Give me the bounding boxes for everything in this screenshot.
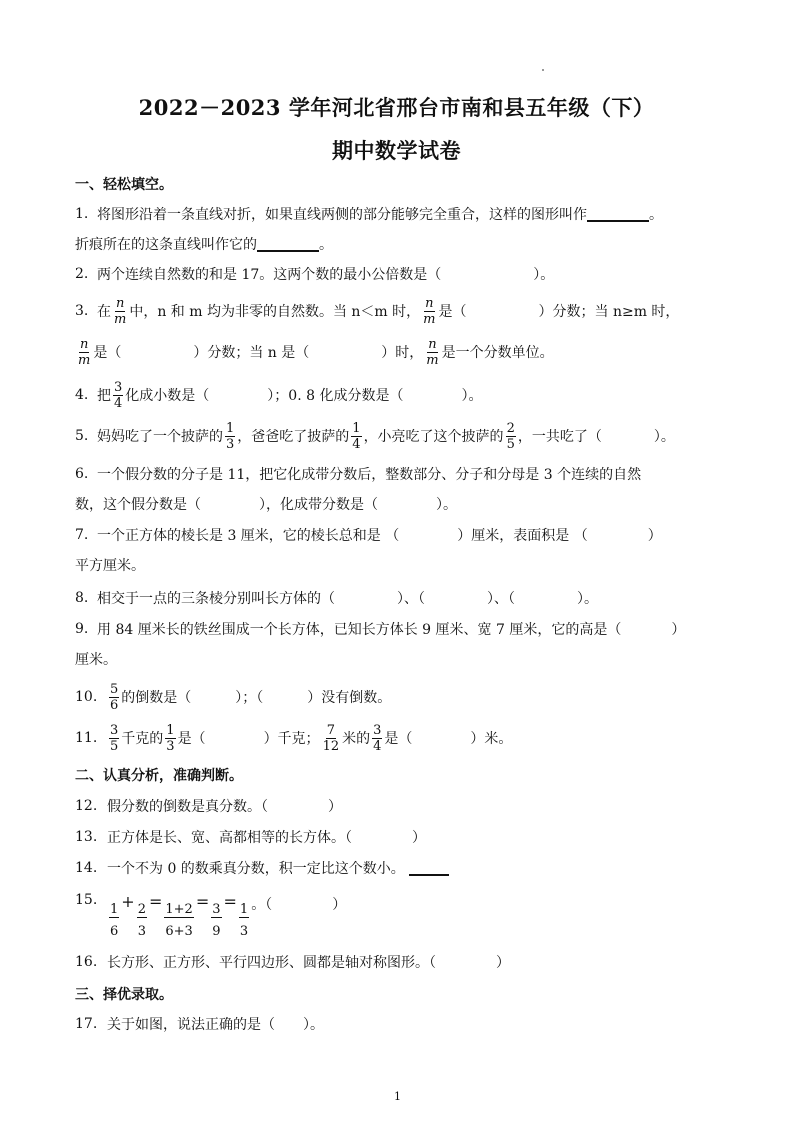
answer-blank[interactable] [409,860,449,876]
question-1 [75,203,663,225]
fraction-n-over-m: $\frac{n}{m}$ [426,336,439,368]
question-text: 是（ [177,731,206,747]
section-2-heading: 二、认真分析，准确判断。 [75,768,243,784]
question-text: 。 [319,237,333,253]
question-7 [75,524,662,546]
question-text: ）没有倒数。 [307,690,392,706]
question-text: ）。 [533,267,555,283]
fraction-n-over-m: $\frac{n}{m}$ [423,295,436,327]
question-number: 14. [75,860,98,876]
question-number: 15. [75,892,98,908]
fraction: $\frac{3}{9}$ [212,902,221,939]
equals-sign: = [195,892,210,911]
decorative-dot [542,69,544,71]
question-text: 折痕所在的这条直线叫作它的 [75,237,257,253]
section-3-heading: 三、择优录取。 [75,987,173,1003]
question-text: ）；0. 8 化成分数是（ [267,388,404,404]
question-text: ） [671,622,686,638]
question-text: 妈妈吃了一个披萨的 [97,429,223,445]
plus-sign: + [121,892,135,911]
question-text: ，小亮吃了这个披萨的 [363,429,504,445]
question-text: ） [496,955,510,971]
fraction: $\frac{1}{3}$ [239,902,249,939]
question-text: 化成小数是（ [125,388,210,404]
fraction: $\frac{3}{4}$ [114,379,123,411]
question-text: 是（ [384,731,413,747]
question-text: ）分数；当 n≥m 时， [538,304,680,320]
question-text: 长方形、正方形、平行四边形、圆都是轴对称图形。（ [107,955,436,971]
fraction: $\frac{2}{3}$ [137,902,146,939]
page-number: 1 [394,1090,401,1103]
question-number: 12. [75,798,98,814]
question-3 [75,295,680,327]
question-text: 平方厘米。 [75,558,145,574]
question-number: 7. [75,527,89,543]
question-13 [75,826,426,848]
question-text: ）。 [436,497,457,513]
question-text: 一个假分数的分子是 11，把它化成带分数后，整数部分、分子和分母是 3 个连续的自然 [97,467,642,483]
question-5 [75,420,675,452]
question-10 [75,681,392,713]
question-text: ）千克； [263,731,320,747]
question-number: 11. [75,730,98,746]
question-15 [75,892,346,942]
equals-sign: = [148,892,163,911]
fraction: $\frac{2}{5}$ [506,420,515,452]
question-text: 数，这个假分数是（ [75,497,201,513]
equals-sign: = [223,892,237,911]
answer-blank[interactable] [257,236,319,252]
fraction: $\frac{1}{3}$ [226,420,235,452]
fraction: $\frac{1+2}{6+3}$ [165,902,193,939]
question-text: ）、（ [397,591,425,607]
question-12 [75,795,342,817]
question-text: 正方体是长、宽、高都相等的长方体。（ [107,830,352,846]
fraction: $\frac{3}{5}$ [110,722,119,754]
question-text: 一个正方体的棱长是 3 厘米，它的棱长总和是 （ [97,528,400,544]
fraction-n-over-m: $\frac{n}{m}$ [78,336,91,368]
question-text: 。（ [251,897,273,913]
question-number: 9. [75,621,89,637]
question-text: ）米。 [470,731,513,747]
fraction: $\frac{7}{12}$ [322,722,340,754]
question-text: ） [412,830,426,846]
question-text: ） [332,897,347,913]
question-text: 中，n 和 m 均为非零的自然数。当 n＜m 时， [129,304,421,320]
question-4 [75,379,483,411]
question-number: 5. [75,428,89,444]
question-2 [75,263,554,285]
question-11 [75,722,513,754]
question-text: ）；（ [235,690,264,706]
exam-title: 2022－2023 学年河北省邢台市南和县五年级（下） [138,95,655,120]
question-text: ，一共吃了（ [517,429,602,445]
question-text: 是一个分数单位。 [441,345,554,361]
question-text: ）分数；当 n 是（ [193,345,310,361]
question-text: ），化成带分数是（ [259,497,378,513]
question-text: 厘米。 [75,652,117,668]
question-text: 是（ [93,345,122,361]
question-7-cont [75,554,145,576]
question-number: 10. [75,689,98,705]
question-number: 6. [75,466,89,482]
question-text: 将图形沿着一条直线对折，如果直线两侧的部分能够完全重合，这样的图形叫作 [97,207,587,223]
question-text: ，爸爸吃了披萨的 [237,429,350,445]
question-text: 米的 [342,731,371,747]
question-3-cont [75,336,554,368]
fraction: $\frac{5}{6}$ [110,681,119,713]
question-number: 8. [75,590,89,606]
question-text: ）。 [653,429,675,445]
fraction: $\frac{3}{4}$ [373,722,382,754]
fraction-n-over-m: $\frac{n}{m}$ [114,295,127,327]
question-text: 相交于一点的三条棱分别叫长方体的（ [97,591,335,607]
question-17 [75,1013,324,1035]
section-1-heading: 一、轻松填空。 [75,177,173,193]
question-text: 两个连续自然数的和是 17。这两个数的最小公倍数是（ [97,267,442,283]
question-number: 16. [75,954,98,970]
question-number: 4. [75,387,89,403]
question-text: ） [328,799,342,815]
question-text: 千克的 [121,731,164,747]
question-text: ）。 [303,1017,324,1033]
question-text: 假分数的倒数是真分数。（ [107,799,268,815]
question-text: ）时， [381,345,424,361]
question-6-cont [75,493,457,515]
question-text: 用 84 厘米长的铁丝围成一个长方体，已知长方体长 9 厘米、宽 7 厘米，它的高是（ [97,622,622,638]
question-text: 是（ [438,304,467,320]
fraction: $\frac{1}{4}$ [352,420,361,452]
question-14 [75,857,449,879]
question-text: ）厘米，表面积是 （ [457,528,588,544]
question-number: 17. [75,1016,98,1032]
exam-subtitle: 期中数学试卷 [332,138,461,163]
question-text: ）。 [577,591,598,607]
question-text: 在 [97,304,111,320]
question-text: 关于如图，说法正确的是（ [107,1017,275,1033]
question-number: 13. [75,829,98,845]
question-text: 把 [97,388,111,404]
question-1-cont [75,233,333,255]
question-text: ） [647,528,662,544]
question-9 [75,618,685,640]
question-text: ）。 [461,388,483,404]
fraction: $\frac{1}{6}$ [110,902,119,939]
question-text: 。 [649,207,663,223]
question-text: 的倒数是（ [121,690,192,706]
question-number: 2. [75,266,89,282]
question-text: ）、（ [487,591,515,607]
question-number: 1. [75,206,89,222]
question-text: 一个不为 0 的数乘真分数，积一定比这个数小。 [107,861,405,877]
question-16 [75,951,510,973]
question-6 [75,463,641,485]
answer-blank[interactable] [587,206,649,222]
question-9-cont [75,648,117,670]
question-number: 3. [75,303,89,319]
question-8 [75,587,598,609]
fraction: $\frac{1}{3}$ [166,722,175,754]
